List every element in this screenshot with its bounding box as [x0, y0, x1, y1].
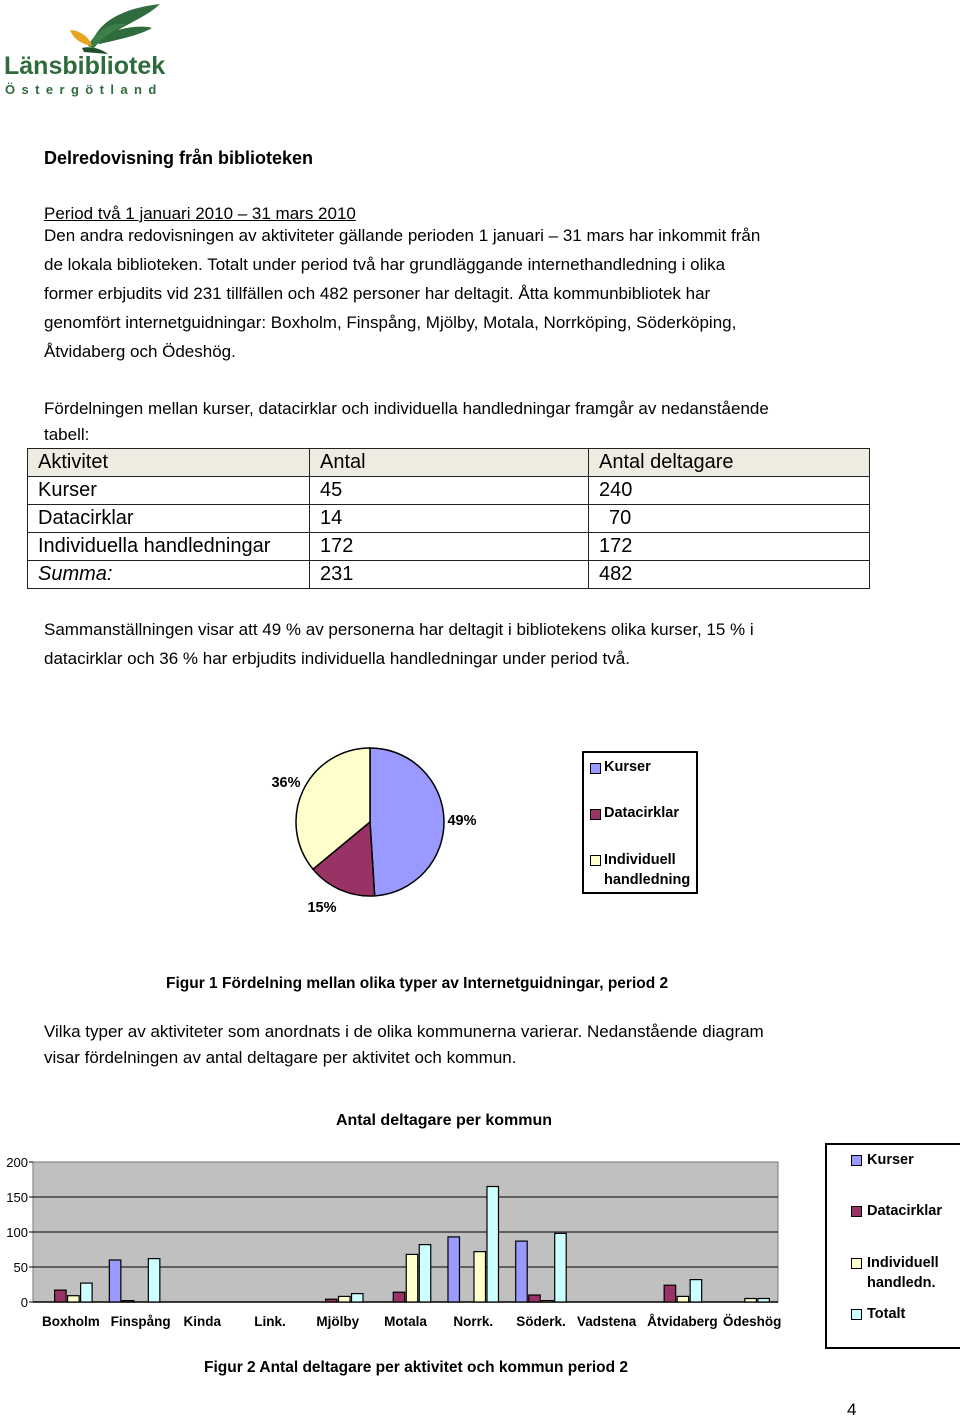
x-tick-label: Link. [254, 1314, 286, 1329]
table-cell: Kurser [28, 477, 310, 505]
text-line: Den andra redovisningen av aktiviteter gällande perioden 1 januari – 31 mars har inkommit från [44, 226, 761, 245]
x-tick-label: Åtvidaberg [647, 1314, 718, 1329]
bar [677, 1296, 689, 1302]
bar [542, 1301, 554, 1302]
bar-chart [0, 1100, 820, 1340]
legend-label: Datacirklar [867, 1203, 942, 1219]
bar [664, 1285, 676, 1302]
table-cell: 231 [310, 561, 589, 589]
table-row [28, 477, 870, 505]
x-tick-label: Finspång [110, 1314, 171, 1329]
logo-region: Östergötland [5, 82, 163, 97]
bar [326, 1299, 338, 1302]
text-line: visar fördelningen av antal deltagare per aktivitet och kommun. [44, 1048, 517, 1067]
pie-chart [0, 730, 960, 930]
activity-table [27, 448, 870, 589]
legend-swatch-individuell [851, 1258, 862, 1269]
distribution-paragraph [44, 396, 769, 448]
table-row [28, 505, 870, 533]
legend-swatch-totalt [851, 1309, 862, 1320]
table-cell [589, 505, 870, 533]
bar [690, 1280, 702, 1302]
table-cell: 482 [589, 561, 870, 589]
text-line: Vilka typer av aktiviteter som anordnats i de olika kommunerna varierar. Nedanstående diagram [44, 1022, 764, 1041]
text-line: datacirklar och 36 % har erbjudits individuella handledningar under period två. [44, 649, 630, 668]
bar [393, 1292, 405, 1302]
table-cell: 45 [310, 477, 589, 505]
y-tick-label: 50 [13, 1260, 28, 1275]
bar [122, 1301, 134, 1302]
table-cell-value: 70 [609, 507, 632, 529]
logo-bird-icon [0, 0, 175, 60]
page-number: 4 [847, 1400, 857, 1419]
table-cell: Summa: [28, 561, 310, 589]
municipality-paragraph [44, 1019, 764, 1071]
x-tick-label: Mjölby [316, 1314, 360, 1329]
pie-value-label: 49% [447, 813, 477, 829]
y-tick-label: 150 [6, 1190, 28, 1205]
legend-swatch-kurser [851, 1155, 862, 1166]
x-tick-label: Boxholm [41, 1314, 100, 1329]
bar-legend [825, 1143, 960, 1349]
pie-value-label: 15% [307, 900, 337, 916]
legend-swatch-individuell [590, 855, 601, 866]
text-line: Åtvidaberg och Ödeshög. [44, 342, 236, 361]
bar [406, 1254, 418, 1302]
table-row [28, 533, 870, 561]
table-header-cell: Aktivitet [28, 449, 310, 477]
figure1-caption: Figur 1 Fördelning mellan olika typer av Internetguidningar, period 2 [166, 975, 669, 992]
document-heading: Delredovisning från biblioteken [44, 148, 314, 168]
bar [529, 1295, 541, 1302]
table-header-cell: Antal deltagare [589, 449, 870, 477]
table-cell: 172 [589, 533, 870, 561]
table-sum-row [28, 561, 870, 589]
bar [516, 1241, 528, 1302]
x-tick-label: Kinda [183, 1314, 222, 1329]
x-tick-label: Vadstena [577, 1314, 637, 1329]
pie-slice [370, 748, 444, 896]
x-tick-label: Norrk. [453, 1314, 494, 1329]
text-line: Fördelningen mellan kurser, datacirklar och individuella handledningar framgår av nedanstående [44, 399, 769, 418]
text-line: former erbjudits vid 231 tillfällen och 482 personer har deltagit. Åtta kommunbibliotek har [44, 284, 711, 303]
legend-label: handledning [604, 872, 691, 888]
y-tick-label: 0 [20, 1295, 28, 1310]
bar [109, 1260, 121, 1302]
table-cell: 14 [310, 505, 589, 533]
table-cell: 240 [589, 477, 870, 505]
bar [555, 1233, 567, 1302]
legend-label: Totalt [867, 1306, 906, 1322]
bar [487, 1187, 499, 1303]
table-cell: Individuella handledningar [28, 533, 310, 561]
bar [448, 1237, 460, 1302]
legend-swatch-datacirklar [851, 1206, 862, 1217]
text-line: Sammanställningen visar att 49 % av personerna har deltagit i bibliotekens olika kurser, 15 % i [44, 620, 754, 639]
figure2-caption: Figur 2 Antal deltagare per aktivitet och kommun period 2 [204, 1359, 629, 1376]
legend-swatch-datacirklar [590, 809, 601, 820]
table-cell: 172 [310, 533, 589, 561]
pie-value-label: 36% [271, 775, 301, 791]
bar-chart-title: Antal deltagare per kommun [335, 1112, 553, 1129]
intro-paragraph [44, 221, 760, 366]
logo-name: Länsbibliotek [4, 52, 166, 80]
legend-label: Individuell [604, 852, 676, 868]
pie-legend [582, 751, 698, 894]
text-line: tabell: [44, 425, 90, 444]
bar [148, 1259, 160, 1302]
y-tick-label: 200 [6, 1155, 28, 1170]
legend-swatch-kurser [590, 763, 601, 774]
bar [55, 1290, 66, 1302]
legend-label: Individuell [867, 1255, 939, 1271]
bar [745, 1299, 757, 1303]
y-tick-label: 100 [6, 1225, 28, 1240]
legend-label: Kurser [604, 759, 651, 775]
legend-label: Kurser [867, 1152, 914, 1168]
bar [68, 1296, 80, 1302]
library-logo [0, 0, 175, 105]
x-tick-label: Motala [384, 1314, 427, 1329]
table-cell: Datacirklar [28, 505, 310, 533]
table-header-row [28, 449, 870, 477]
summary-paragraph [44, 615, 754, 673]
bar [758, 1299, 770, 1303]
bar [419, 1245, 431, 1302]
table-header-cell: Antal [310, 449, 589, 477]
x-tick-label: Söderk. [516, 1314, 566, 1329]
legend-label: Datacirklar [604, 805, 679, 821]
period-title: Period två 1 januari 2010 – 31 mars 2010 [44, 204, 356, 223]
bar [81, 1283, 93, 1302]
legend-label: handledn. [867, 1275, 936, 1291]
x-tick-label: Ödeshög [722, 1314, 782, 1329]
bar [352, 1294, 364, 1302]
bar [474, 1252, 486, 1302]
bar [339, 1296, 351, 1302]
text-line: de lokala biblioteken. Totalt under period två har grundläggande internethandledning i olika [44, 255, 726, 274]
text-line: genomfört internetguidningar: Boxholm, Finspång, Mjölby, Motala, Norrköping, Söderköping, [44, 313, 737, 332]
